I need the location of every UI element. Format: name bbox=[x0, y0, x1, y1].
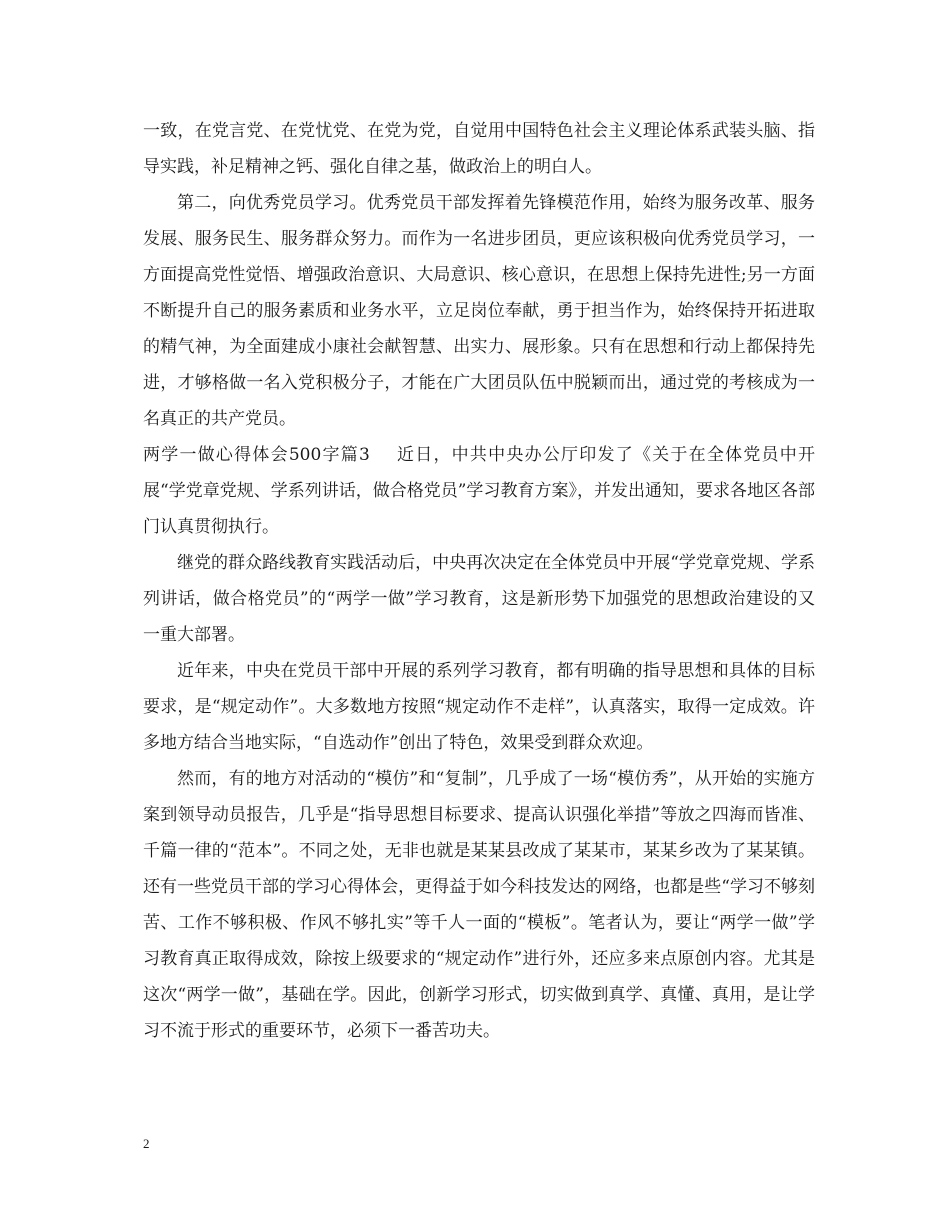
paragraph-4: 近年来，中央在党员干部中开展的系列学习教育，都有明确的指导思想和具体的目标要求，是“规定动作”。大多数地方按照“规定动作不走样”，认真落实，取得一定成效。许多地方结合当地实际，“自选动作”创出了特色，效果受到群众欢迎。 bbox=[143, 661, 815, 753]
paragraph-5: 然而，有的地方对活动的“模仿”和“复制”，几乎成了一场“模仿秀”，从开始的实施方案到领导动员报告，几乎是“指导思想目标要求、提高认识强化举措”等放之四海而皆准、千篇一律的“范本”。不同之处，无非也就是某某县改成了某某市，某某乡改为了某某镇。还有一些党员干部的学习心得体会，更得益于如今科技发达的网络，也都是些“学习不够刻苦、工作不够积极、作风不够扎实”等千人一面的“模板”。笔者认为，要让“两学一做”学习教育真正取得成效，除按上级要求的“规定动作”进行外，还应多来点原创内容。尤其是这次“两学一做”，基础在学。因此，创新学习形式，切实做到真学、真懂、真用，是让学习不流于形式的重要环节，必须下一番苦功夫。 bbox=[143, 769, 815, 1041]
section-lead-text: 近日，中共中央办公厅印发了《关于在全体党员中开展“学党章党规、学系列讲话，做合格党员”学习教育方案》，并发出通知，要求各地区各部门认真贯彻执行。 bbox=[143, 445, 815, 537]
document-body bbox=[143, 113, 815, 1049]
paragraph-3: 继党的群众路线教育实践活动后，中央再次决定在全体党员中开展“学党章党规、学系列讲话，做合格党员”的“两学一做”学习教育，这是新形势下加强党的思想政治建设的又一重大部署。 bbox=[143, 553, 815, 645]
page-number: 2 bbox=[143, 1136, 150, 1151]
section-heading: 两学一做心得体会500字篇3 bbox=[143, 445, 370, 465]
paragraph-2: 第二，向优秀党员学习。优秀党员干部发挥着先锋模范作用，始终为服务改革、服务发展、服务民生、服务群众努力。而作为一名进步团员，更应该积极向优秀党员学习，一方面提高党性觉悟、增强政治意识、大局意识、核心意识，在思想上保持先进性;另一方面不断提升自己的服务素质和业务水平，立足岗位奉献，勇于担当作为，始终保持开拓进取的精气神，为全面建成小康社会献智慧、出实力、展形象。只有在思想和行动上都保持先进，才够格做一名入党积极分子，才能在广大团员队伍中脱颖而出，通过党的考核成为一名真正的共产党员。 bbox=[143, 193, 815, 429]
section-paragraph bbox=[143, 437, 815, 545]
paragraph-1: 一致，在党言党、在党忧党、在党为党，自觉用中国特色社会主义理论体系武装头脑、指导实践，补足精神之钙、强化自律之基，做政治上的明白人。 bbox=[143, 121, 815, 177]
